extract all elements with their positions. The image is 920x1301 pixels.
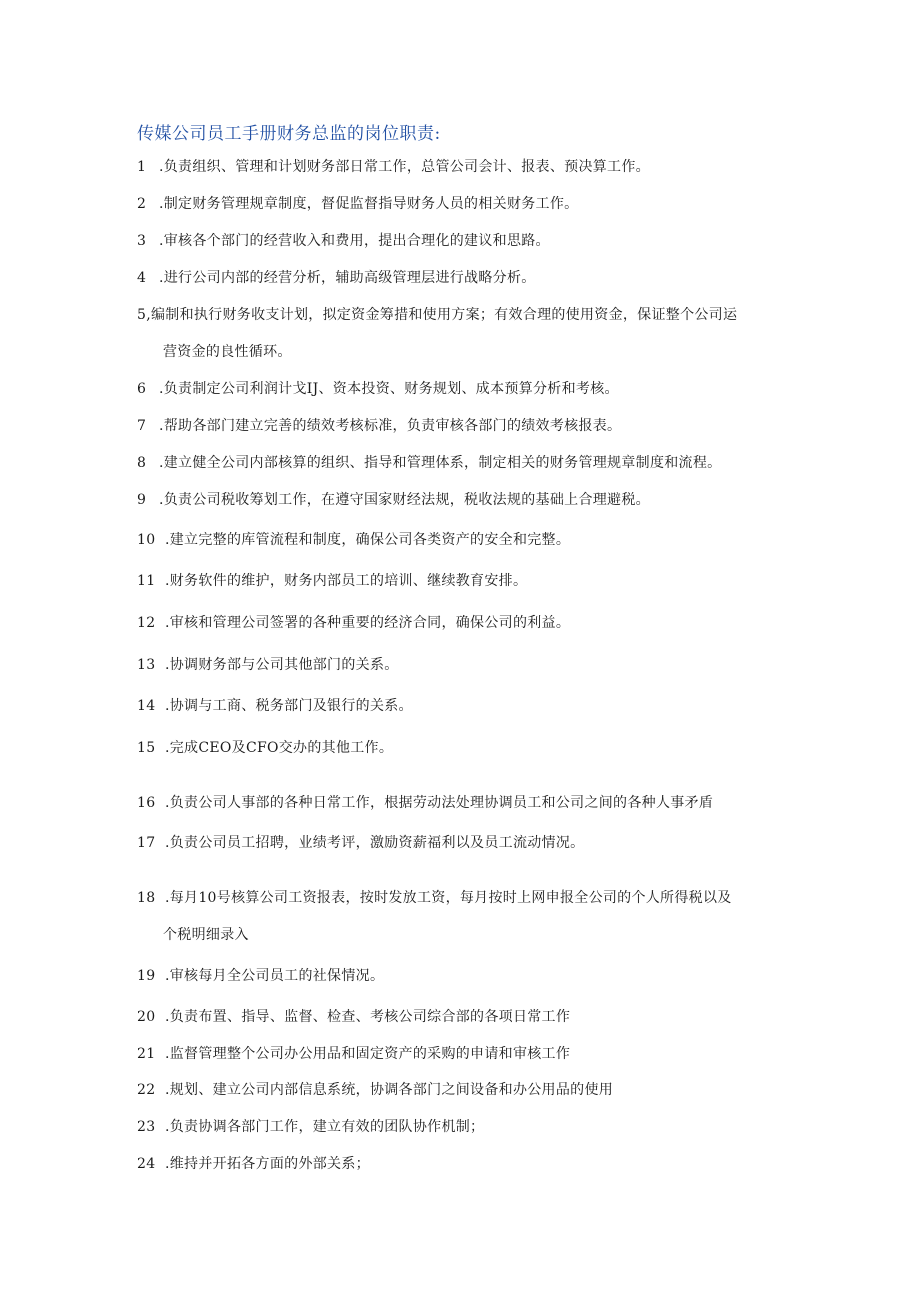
item-text: .负责布置、指导、监督、检查、考核公司综合部的各项日常工作 bbox=[165, 1009, 571, 1025]
list-item bbox=[137, 696, 413, 716]
list-item bbox=[137, 738, 393, 758]
item-number: 5, bbox=[137, 307, 151, 323]
item-number: 1 bbox=[137, 159, 147, 175]
item-text: .负责公司员工招聘，业绩考评，激励资薪福利以及员工流动情况。 bbox=[165, 835, 585, 851]
item-number: 17 bbox=[137, 835, 156, 851]
list-item bbox=[137, 416, 621, 436]
item-text: .帮助各部门建立完善的绩效考核标准，负责审核各部门的绩效考核报表。 bbox=[159, 418, 622, 434]
item-number: 18 bbox=[137, 890, 156, 906]
item-text: .财务软件的维护，财务内部员工的培训、继续教育安排。 bbox=[165, 573, 528, 589]
list-item bbox=[137, 379, 619, 399]
list-item bbox=[137, 157, 650, 177]
item-number: 23 bbox=[137, 1119, 156, 1135]
item-text: .建立健全公司内部核算的组织、指导和管理体系，制定相关的财务管理规章制度和流程。 bbox=[159, 455, 722, 471]
list-item bbox=[137, 1007, 570, 1027]
list-item bbox=[137, 490, 650, 510]
list-item bbox=[137, 1080, 613, 1100]
item-text: .负责公司税收筹划工作，在遵守国家财经法规，税收法规的基础上合理避税。 bbox=[159, 492, 650, 508]
item-text: .进行公司内部的经营分析，辅助高级管理层进行战略分析。 bbox=[159, 270, 536, 286]
item-number: 24 bbox=[137, 1156, 156, 1172]
item-number: 14 bbox=[137, 698, 156, 714]
list-item bbox=[137, 571, 527, 591]
list-item bbox=[137, 530, 570, 550]
item-text: .协调财务部与公司其他部门的关系。 bbox=[165, 657, 399, 673]
item-text: 编制和执行财务收支计划，拟定资金筹措和使用方案；有效合理的使用资金，保证整个公司运 bbox=[150, 307, 738, 323]
item-text: .每月10号核算公司工资报表，按时发放工资，每月按时上网申报全公司的个人所得税以及 bbox=[165, 890, 732, 906]
item-number: 13 bbox=[137, 657, 156, 673]
item-number: 2 bbox=[137, 196, 147, 212]
item-number: 16 bbox=[137, 795, 156, 811]
item-number: 8 bbox=[137, 455, 147, 471]
item-text: .负责组织、管理和计划财务部日常工作，总管公司会计、报表、预决算工作。 bbox=[159, 159, 650, 175]
item-text: .监督管理整个公司办公用品和固定资产的采购的申请和审核工作 bbox=[165, 1046, 571, 1062]
item-continuation: 个税明细录入 bbox=[163, 927, 249, 943]
list-item bbox=[137, 1044, 570, 1064]
item-text: .审核各个部门的经营收入和费用，提出合理化的建议和思路。 bbox=[159, 233, 550, 249]
item-continuation: 营资金的良性循环。 bbox=[163, 344, 292, 360]
item-number: 9 bbox=[137, 492, 147, 508]
item-text: .建立完整的库管流程和制度，确保公司各类资产的安全和完整。 bbox=[165, 532, 571, 548]
list-item bbox=[137, 1154, 370, 1174]
item-number: 19 bbox=[137, 968, 156, 984]
item-text: .负责制定公司利润计戈IJ、资本投资、财务规划、成本预算分析和考核。 bbox=[159, 381, 619, 397]
item-number: 10 bbox=[137, 532, 156, 548]
item-number: 22 bbox=[137, 1082, 156, 1098]
list-item bbox=[137, 453, 721, 473]
item-number: 21 bbox=[137, 1046, 156, 1062]
item-text: .维持并开拓各方面的外部关系； bbox=[165, 1156, 370, 1172]
item-text: .完成CEO及CFO交办的其他工作。 bbox=[165, 740, 394, 756]
list-item bbox=[137, 268, 536, 288]
item-text: .审核和管理公司签署的各种重要的经济合同，确保公司的利益。 bbox=[165, 615, 571, 631]
list-item bbox=[137, 833, 584, 853]
list-item bbox=[137, 1117, 484, 1137]
item-number: 20 bbox=[137, 1009, 156, 1025]
list-item bbox=[137, 793, 713, 813]
item-text: .负责公司人事部的各种日常工作，根据劳动法处理协调员工和公司之间的各种人事矛盾 bbox=[165, 795, 714, 811]
list-item bbox=[137, 194, 578, 214]
list-item bbox=[137, 613, 570, 633]
item-number: 3 bbox=[137, 233, 147, 249]
item-number: 11 bbox=[137, 573, 156, 589]
list-item bbox=[137, 888, 732, 908]
item-number: 4 bbox=[137, 270, 147, 286]
list-item bbox=[137, 231, 550, 251]
item-number: 12 bbox=[137, 615, 156, 631]
item-number: 15 bbox=[137, 740, 156, 756]
list-item bbox=[137, 655, 399, 675]
document-title: 传媒公司员工手册财务总监的岗位职责: bbox=[137, 124, 441, 144]
item-number: 7 bbox=[137, 418, 147, 434]
item-text: .制定财务管理规章制度，督促监督指导财务人员的相关财务工作。 bbox=[159, 196, 579, 212]
list-item bbox=[137, 966, 384, 986]
item-number: 6 bbox=[137, 381, 147, 397]
item-text: .协调与工商、税务部门及银行的关系。 bbox=[165, 698, 413, 714]
item-text: .审核每月全公司员工的社保情况。 bbox=[165, 968, 385, 984]
item-text: .负责协调各部门工作，建立有效的团队协作机制； bbox=[165, 1119, 485, 1135]
list-item bbox=[137, 305, 737, 325]
item-text: .规划、建立公司内部信息系统，协调各部门之间设备和办公用品的使用 bbox=[165, 1082, 614, 1098]
